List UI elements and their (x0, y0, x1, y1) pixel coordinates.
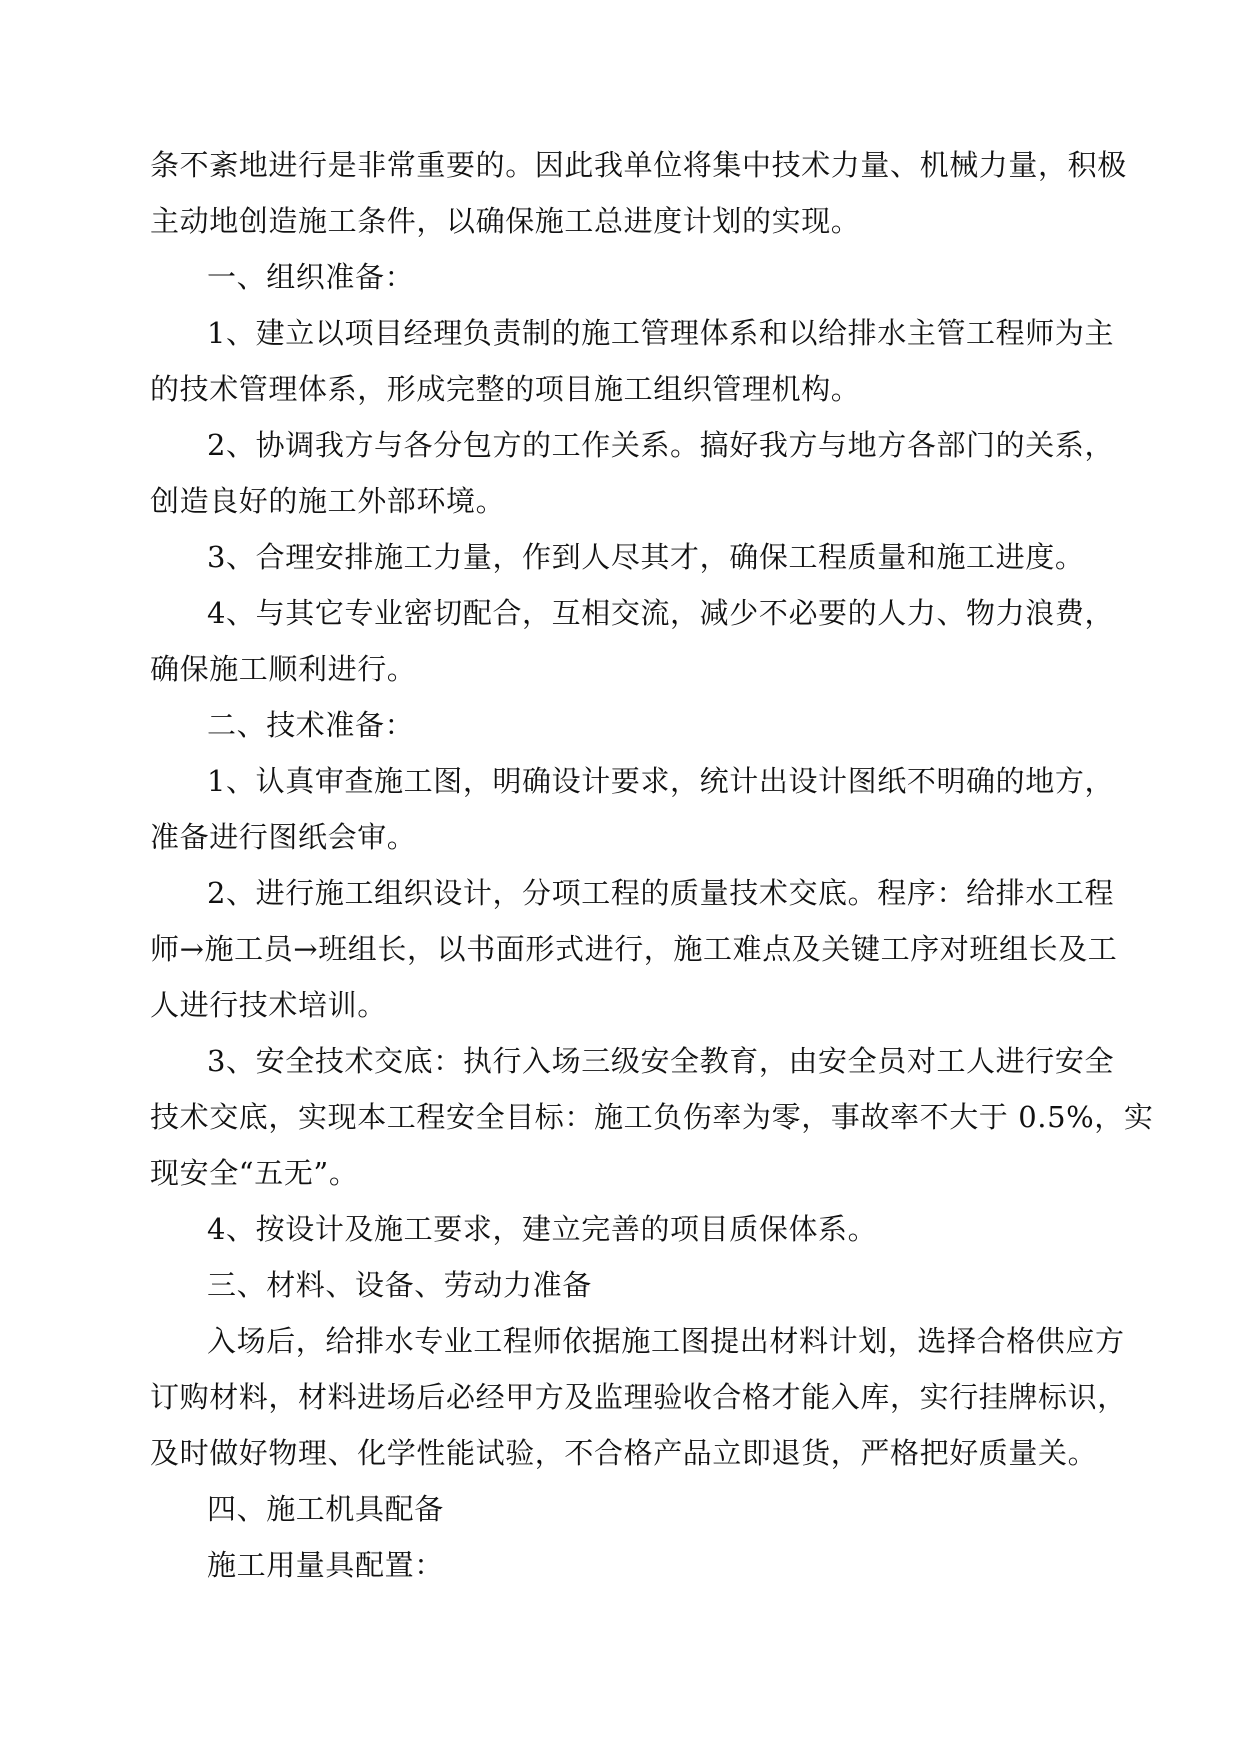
list-item-2: 2、协调我方与各分包方的工作关系。搞好我方与地方各部门的关系， (207, 428, 1115, 462)
list-item-3: 3、合理安排施工力量，作到人尽其才，确保工程质量和施工进度。 (207, 540, 1085, 574)
list-item-3-continued: 现安全“五无”。 (150, 1156, 359, 1190)
paragraph-tools-config: 施工用量具配置： (207, 1548, 444, 1582)
section-heading-equipment: 四、施工机具配备 (207, 1492, 444, 1526)
list-item-2-continued: 师→施工员→班组长，以书面形式进行，施工难点及关键工序对班组长及工 (150, 932, 1118, 966)
list-item-3: 3、安全技术交底：执行入场三级安全教育，由安全员对工人进行安全 (207, 1044, 1115, 1078)
paragraph-materials: 入场后，给排水专业工程师依据施工图提出材料计划，选择合格供应方 (207, 1324, 1125, 1358)
list-item-4-continued: 确保施工顺利进行。 (150, 652, 417, 686)
section-heading-materials: 三、材料、设备、劳动力准备 (207, 1268, 592, 1302)
list-item-1: 1、建立以项目经理负责制的施工管理体系和以给排水主管工程师为主 (207, 316, 1115, 350)
list-item-1-continued: 的技术管理体系，形成完整的项目施工组织管理机构。 (150, 372, 861, 406)
list-item-4: 4、按设计及施工要求，建立完善的项目质保体系。 (207, 1212, 878, 1246)
paragraph-materials-continued: 订购材料，材料进场后必经甲方及监理验收合格才能入库，实行挂牌标识， (150, 1380, 1127, 1414)
section-heading-technical: 二、技术准备： (207, 708, 415, 742)
paragraph-materials-continued: 及时做好物理、化学性能试验，不合格产品立即退货，严格把好质量关。 (150, 1436, 1098, 1470)
paragraph-continuation-line: 主动地创造施工条件，以确保施工总进度计划的实现。 (150, 204, 861, 238)
paragraph-continuation-line: 条不紊地进行是非常重要的。因此我单位将集中技术力量、机械力量，积极 (150, 148, 1127, 182)
list-item-3-continued: 技术交底，实现本工程安全目标：施工负伤率为零，事故率不大于 0.5%，实 (150, 1100, 1154, 1134)
section-heading-organization: 一、组织准备： (207, 260, 415, 294)
list-item-1-continued: 准备进行图纸会审。 (150, 820, 417, 854)
list-item-2: 2、进行施工组织设计，分项工程的质量技术交底。程序：给排水工程 (207, 876, 1115, 910)
list-item-2-continued: 人进行技术培训。 (150, 988, 387, 1022)
list-item-4: 4、与其它专业密切配合，互相交流，减少不必要的人力、物力浪费， (207, 596, 1115, 630)
list-item-1: 1、认真审查施工图，明确设计要求，统计出设计图纸不明确的地方， (207, 764, 1115, 798)
list-item-2-continued: 创造良好的施工外部环境。 (150, 484, 506, 518)
document-body (150, 137, 1154, 1593)
